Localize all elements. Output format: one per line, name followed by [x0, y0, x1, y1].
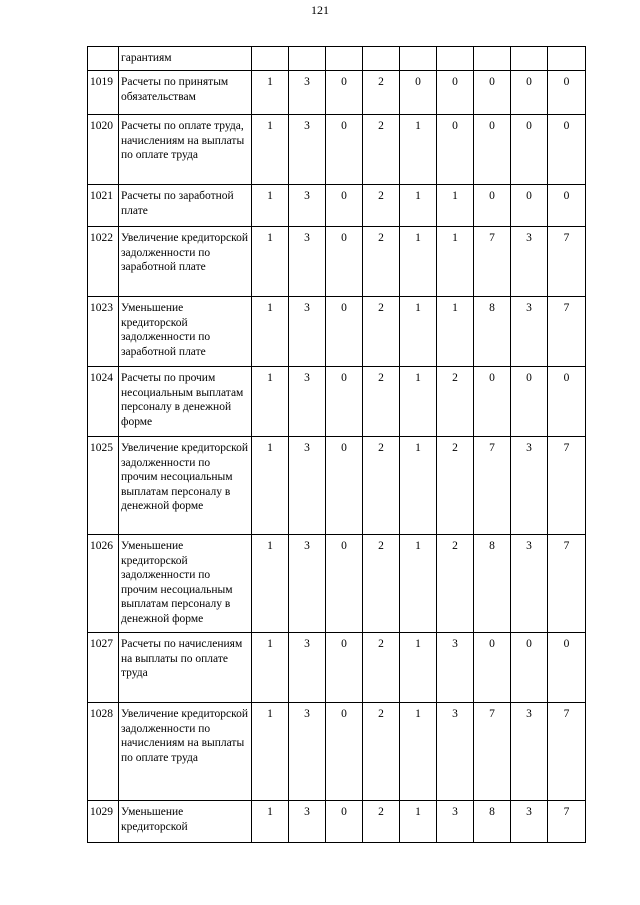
row-name: Уменьшение кредиторской задолженности по заработной плате: [119, 297, 252, 367]
row-value: 3: [437, 633, 474, 703]
row-value: [548, 47, 586, 71]
row-name: Расчеты по принятым обязательствам: [119, 71, 252, 115]
table-row: [88, 437, 586, 535]
row-value: 2: [363, 633, 400, 703]
row-value: 2: [363, 535, 400, 633]
table-row: [88, 367, 586, 437]
row-value: 0: [326, 801, 363, 843]
row-value: 0: [326, 297, 363, 367]
row-value: 0: [511, 71, 548, 115]
table-row: [88, 703, 586, 801]
row-value: 0: [548, 71, 586, 115]
row-value: 0: [548, 633, 586, 703]
row-value: 2: [363, 115, 400, 185]
table-row: [88, 185, 586, 227]
row-code: 1020: [88, 115, 119, 185]
row-value: 1: [252, 115, 289, 185]
row-value: [400, 47, 437, 71]
table-body: [88, 47, 586, 843]
row-value: 0: [326, 71, 363, 115]
row-value: 7: [474, 227, 511, 297]
row-name: Уменьшение кредиторской задолженности по прочим несоциальным выплатам персоналу в денежной форме: [119, 535, 252, 633]
table-row: [88, 115, 586, 185]
row-value: [326, 47, 363, 71]
row-code: 1022: [88, 227, 119, 297]
row-value: 0: [400, 71, 437, 115]
row-name: Расчеты по прочим несоциальным выплатам персоналу в денежной форме: [119, 367, 252, 437]
row-value: 1: [252, 367, 289, 437]
row-value: 1: [400, 801, 437, 843]
row-value: 2: [363, 367, 400, 437]
row-value: 0: [474, 633, 511, 703]
row-value: 3: [289, 185, 326, 227]
row-value: 3: [289, 703, 326, 801]
row-name: Уменьшение кредиторской: [119, 801, 252, 843]
row-value: 7: [474, 437, 511, 535]
row-value: 7: [548, 227, 586, 297]
row-value: [511, 47, 548, 71]
row-value: 3: [511, 535, 548, 633]
row-value: 7: [548, 801, 586, 843]
table-row: [88, 633, 586, 703]
row-value: 7: [474, 703, 511, 801]
row-name: Увеличение кредиторской задолженности по начислениям на выплаты по оплате труда: [119, 703, 252, 801]
row-value: 1: [252, 297, 289, 367]
table-row: [88, 535, 586, 633]
row-code: 1028: [88, 703, 119, 801]
row-value: 2: [363, 185, 400, 227]
row-value: 3: [289, 71, 326, 115]
row-value: 2: [437, 437, 474, 535]
row-value: 0: [326, 703, 363, 801]
row-value: 0: [326, 437, 363, 535]
row-value: [252, 47, 289, 71]
table-row: [88, 47, 586, 71]
row-code: 1023: [88, 297, 119, 367]
row-name: Расчеты по начислениям на выплаты по оплате труда: [119, 633, 252, 703]
row-value: 3: [289, 115, 326, 185]
row-value: 1: [400, 535, 437, 633]
row-value: 3: [289, 801, 326, 843]
row-name: Расчеты по оплате труда, начислениям на выплаты по оплате труда: [119, 115, 252, 185]
row-code: 1027: [88, 633, 119, 703]
row-value: 3: [289, 437, 326, 535]
row-code: 1026: [88, 535, 119, 633]
row-value: [437, 47, 474, 71]
row-value: 0: [326, 367, 363, 437]
row-name: гарантиям: [119, 47, 252, 71]
row-value: 7: [548, 535, 586, 633]
row-name: Увеличение кредиторской задолженности по прочим несоциальным выплатам персоналу в денежной форме: [119, 437, 252, 535]
row-value: 0: [326, 535, 363, 633]
row-value: 1: [437, 185, 474, 227]
row-value: 1: [252, 227, 289, 297]
row-value: 2: [437, 367, 474, 437]
row-value: 0: [511, 367, 548, 437]
row-value: 2: [363, 297, 400, 367]
row-value: 1: [252, 71, 289, 115]
row-value: 2: [437, 535, 474, 633]
row-code: 1025: [88, 437, 119, 535]
row-value: 1: [437, 297, 474, 367]
row-code: [88, 47, 119, 71]
row-value: [474, 47, 511, 71]
row-value: 0: [326, 115, 363, 185]
row-value: 2: [363, 801, 400, 843]
row-value: 1: [252, 633, 289, 703]
row-value: 3: [437, 703, 474, 801]
row-value: 2: [363, 71, 400, 115]
row-code: 1021: [88, 185, 119, 227]
table-row: [88, 297, 586, 367]
row-value: [363, 47, 400, 71]
row-value: 0: [548, 367, 586, 437]
row-value: 0: [437, 71, 474, 115]
table-row: [88, 71, 586, 115]
row-code: 1019: [88, 71, 119, 115]
row-value: 1: [252, 703, 289, 801]
row-value: 3: [511, 297, 548, 367]
page-number: 121: [311, 3, 329, 17]
row-value: 0: [474, 115, 511, 185]
row-name: Расчеты по заработной плате: [119, 185, 252, 227]
row-value: 1: [400, 367, 437, 437]
row-value: 0: [511, 115, 548, 185]
row-value: 3: [511, 801, 548, 843]
row-value: 1: [400, 633, 437, 703]
row-code: 1029: [88, 801, 119, 843]
row-value: 1: [400, 227, 437, 297]
row-value: 8: [474, 801, 511, 843]
row-code: 1024: [88, 367, 119, 437]
row-value: 0: [437, 115, 474, 185]
row-value: 3: [437, 801, 474, 843]
row-value: [289, 47, 326, 71]
row-value: 1: [400, 185, 437, 227]
row-value: 3: [511, 437, 548, 535]
row-value: 3: [289, 633, 326, 703]
row-value: 8: [474, 535, 511, 633]
row-value: 0: [326, 185, 363, 227]
row-value: 3: [289, 297, 326, 367]
row-value: 3: [511, 227, 548, 297]
row-value: 2: [363, 703, 400, 801]
row-value: 0: [511, 185, 548, 227]
row-value: 3: [289, 535, 326, 633]
row-value: 0: [548, 115, 586, 185]
row-value: 0: [326, 633, 363, 703]
row-value: 7: [548, 703, 586, 801]
row-value: 3: [289, 227, 326, 297]
row-name: Увеличение кредиторской задолженности по заработной плате: [119, 227, 252, 297]
row-value: 0: [511, 633, 548, 703]
row-value: 1: [400, 115, 437, 185]
row-value: 0: [326, 227, 363, 297]
row-value: 0: [474, 185, 511, 227]
row-value: 7: [548, 437, 586, 535]
row-value: 1: [400, 703, 437, 801]
row-value: 7: [548, 297, 586, 367]
table-row: [88, 801, 586, 843]
row-value: 0: [474, 71, 511, 115]
row-value: 0: [474, 367, 511, 437]
row-value: 1: [400, 297, 437, 367]
row-value: 8: [474, 297, 511, 367]
row-value: 1: [252, 535, 289, 633]
row-value: 1: [437, 227, 474, 297]
row-value: 1: [252, 185, 289, 227]
accounts-table: [87, 46, 586, 843]
row-value: 1: [400, 437, 437, 535]
row-value: 1: [252, 801, 289, 843]
row-value: 2: [363, 227, 400, 297]
row-value: 0: [548, 185, 586, 227]
row-value: 2: [363, 437, 400, 535]
row-value: 3: [511, 703, 548, 801]
row-value: 1: [252, 437, 289, 535]
row-value: 3: [289, 367, 326, 437]
table-row: [88, 227, 586, 297]
